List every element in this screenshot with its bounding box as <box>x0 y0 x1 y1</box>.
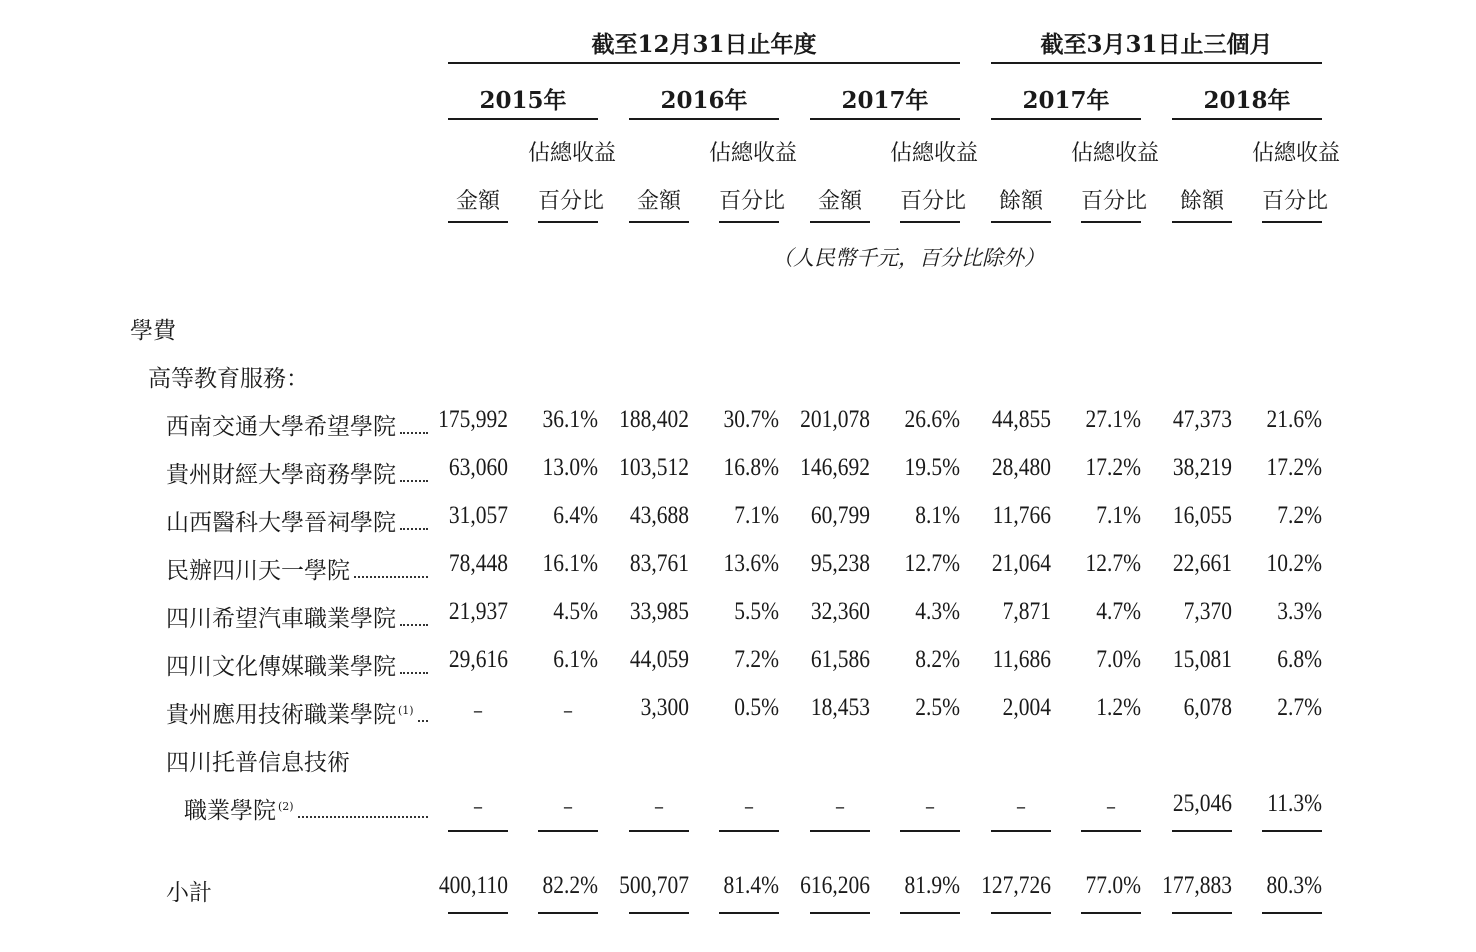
subtotal-rule-top <box>1172 830 1232 832</box>
dot-leader <box>418 720 428 722</box>
cell-value: 8.2% <box>915 646 960 673</box>
subtotal-value: 177,883 <box>1162 872 1232 899</box>
subtotal-rule-bottom <box>1262 912 1322 914</box>
col-header-amount: 餘額 <box>1179 189 1224 214</box>
subtotal-rule-top <box>1262 830 1322 832</box>
subtotal-rule-bottom <box>538 912 598 914</box>
col-header-pct-line2: 百分比 <box>719 189 786 214</box>
year-header-2018-q: 2018年 <box>1203 87 1291 114</box>
col-header-underline <box>991 221 1051 223</box>
year-underline <box>1172 118 1322 120</box>
col-header-amount: 金額 <box>636 189 681 214</box>
col-header-underline <box>448 221 508 223</box>
dot-leader <box>354 576 428 578</box>
cell-value: 17.2% <box>1266 454 1322 481</box>
cell-value: 63,060 <box>448 454 508 481</box>
col-header-pct-line2: 百分比 <box>1081 189 1148 214</box>
cell-value: 30.7% <box>723 406 779 433</box>
cell-value: 103,512 <box>619 454 689 481</box>
subtotal-value: 82.2% <box>542 872 598 899</box>
cell-value: 7.1% <box>734 502 779 529</box>
cell-value: 7.2% <box>734 646 779 673</box>
footnote-marker: (1) <box>398 704 414 717</box>
cell-value: 201,078 <box>800 406 870 433</box>
year-underline <box>448 118 598 120</box>
cell-value: 19.5% <box>904 454 960 481</box>
col-header-pct-line1: 佔總收益 <box>528 141 617 166</box>
subtotal-value: 616,206 <box>800 872 870 899</box>
cell-value: 5.5% <box>734 598 779 625</box>
year-underline <box>810 118 960 120</box>
group-underline-quarter <box>991 62 1322 64</box>
row-label <box>166 456 396 489</box>
cell-value: 2,004 <box>1002 694 1051 721</box>
row-label <box>166 408 396 441</box>
subtotal-value: 127,726 <box>981 872 1051 899</box>
cell-value: 175,992 <box>438 406 508 433</box>
subtotal-value: 500,707 <box>619 872 689 899</box>
footnote-marker: (2) <box>278 800 294 813</box>
row-label: 四川托普信息技術 <box>166 750 350 776</box>
row-label-text: 職業學院 <box>184 798 276 824</box>
subtotal-rule-top <box>1081 830 1141 832</box>
subtotal-rule-bottom <box>900 912 960 914</box>
cell-value: 1.2% <box>1096 694 1141 721</box>
cell-dash: – <box>925 794 935 818</box>
cell-value: 7.1% <box>1096 502 1141 529</box>
subtotal-rule-top <box>719 830 779 832</box>
dot-leader <box>400 432 428 434</box>
cell-value: 28,480 <box>991 454 1051 481</box>
subtotal-value: 81.4% <box>723 872 779 899</box>
cell-dash: – <box>1016 794 1026 818</box>
group-header-quarter: 截至3月31日止三個月 <box>1040 31 1273 58</box>
col-header-underline <box>810 221 870 223</box>
cell-value: 47,373 <box>1172 406 1232 433</box>
cell-dash: – <box>744 794 754 818</box>
dot-leader <box>298 816 428 818</box>
cell-value: 3,300 <box>640 694 689 721</box>
col-header-pct-line1: 佔總收益 <box>1252 141 1341 166</box>
col-header-pct-line2: 百分比 <box>538 189 605 214</box>
subtotal-value: 400,110 <box>438 872 508 899</box>
subtotal-rule-bottom <box>1081 912 1141 914</box>
subtotal-rule-bottom <box>448 912 508 914</box>
subtotal-rule-top <box>991 830 1051 832</box>
cell-value: 36.1% <box>542 406 598 433</box>
cell-value: 4.7% <box>1096 598 1141 625</box>
subtotal-label: 小計 <box>166 880 212 906</box>
row-label <box>166 504 396 537</box>
col-header-pct-line2: 百分比 <box>1262 189 1329 214</box>
cell-value: 31,057 <box>448 502 508 529</box>
cell-dash: – <box>563 794 573 818</box>
row-label <box>166 600 396 633</box>
cell-value: 0.5% <box>734 694 779 721</box>
cell-value: 4.5% <box>553 598 598 625</box>
row-label <box>166 696 414 729</box>
cell-value: 6.8% <box>1277 646 1322 673</box>
cell-value: 11.3% <box>1267 790 1322 817</box>
cell-value: 33,985 <box>629 598 689 625</box>
col-header-underline <box>629 221 689 223</box>
row-label-text: 山西醫科大學晉祠學院 <box>166 510 396 536</box>
cell-value: 21,064 <box>991 550 1051 577</box>
row-label <box>184 792 294 825</box>
cell-value: 11,766 <box>992 502 1051 529</box>
cell-value: 16.1% <box>542 550 598 577</box>
subtotal-rule-bottom <box>629 912 689 914</box>
row-label-text: 民辦四川天一學院 <box>166 558 350 584</box>
section-title: 學費 <box>130 318 176 344</box>
year-header-2017: 2017年 <box>841 87 929 114</box>
cell-value: 6,078 <box>1183 694 1232 721</box>
cell-value: 44,855 <box>991 406 1051 433</box>
cell-value: 18,453 <box>810 694 870 721</box>
cell-value: 188,402 <box>619 406 689 433</box>
dot-leader <box>400 528 428 530</box>
row-label <box>166 552 350 585</box>
cell-dash: – <box>654 794 664 818</box>
cell-value: 26.6% <box>904 406 960 433</box>
subtotal-rule-bottom <box>810 912 870 914</box>
col-header-pct-line2: 百分比 <box>900 189 967 214</box>
col-header-amount: 金額 <box>455 189 500 214</box>
dot-leader <box>400 672 428 674</box>
cell-value: 2.5% <box>915 694 960 721</box>
cell-value: 44,059 <box>629 646 689 673</box>
cell-value: 6.1% <box>553 646 598 673</box>
row-label-text: 貴州應用技術職業學院 <box>166 702 396 728</box>
year-underline <box>991 118 1141 120</box>
col-header-underline <box>900 221 960 223</box>
dot-leader <box>400 480 428 482</box>
cell-dash: – <box>1106 794 1116 818</box>
row-label-text: 貴州財經大學商務學院 <box>166 462 396 488</box>
cell-value: 12.7% <box>904 550 960 577</box>
cell-value: 10.2% <box>1266 550 1322 577</box>
cell-value: 95,238 <box>810 550 870 577</box>
cell-value: 7.2% <box>1277 502 1322 529</box>
cell-dash: – <box>563 698 573 722</box>
cell-value: 2.7% <box>1277 694 1322 721</box>
cell-value: 13.6% <box>723 550 779 577</box>
subtotal-value: 77.0% <box>1085 872 1141 899</box>
subtotal-rule-top <box>900 830 960 832</box>
dot-leader <box>400 624 428 626</box>
cell-value: 11,686 <box>992 646 1051 673</box>
cell-value: 17.2% <box>1085 454 1141 481</box>
col-header-amount: 金額 <box>817 189 862 214</box>
group-header-annual: 截至12月31日止年度 <box>591 31 817 58</box>
cell-value: 7,370 <box>1183 598 1232 625</box>
section-subtitle: 高等教育服務： <box>148 366 309 392</box>
col-header-underline <box>1262 221 1322 223</box>
cell-value: 16.8% <box>723 454 779 481</box>
cell-value: 12.7% <box>1085 550 1141 577</box>
cell-value: 61,586 <box>810 646 870 673</box>
cell-value: 22,661 <box>1172 550 1232 577</box>
row-label-text: 四川文化傳媒職業學院 <box>166 654 396 680</box>
cell-value: 25,046 <box>1172 790 1232 817</box>
col-header-underline <box>719 221 779 223</box>
cell-value: 78,448 <box>448 550 508 577</box>
year-header-2016: 2016年 <box>660 87 748 114</box>
subtotal-rule-top <box>629 830 689 832</box>
cell-value: 38,219 <box>1172 454 1232 481</box>
col-header-underline <box>1081 221 1141 223</box>
cell-dash: – <box>473 794 483 818</box>
cell-dash: – <box>473 698 483 722</box>
col-header-pct-line1: 佔總收益 <box>1071 141 1160 166</box>
unit-note: （人民幣千元，百分比除外） <box>772 246 1045 270</box>
col-header-amount: 餘額 <box>998 189 1043 214</box>
cell-value: 3.3% <box>1277 598 1322 625</box>
cell-value: 13.0% <box>542 454 598 481</box>
cell-value: 32,360 <box>810 598 870 625</box>
cell-value: 146,692 <box>800 454 870 481</box>
col-header-underline <box>1172 221 1232 223</box>
subtotal-rule-top <box>810 830 870 832</box>
year-header-2015: 2015年 <box>479 87 567 114</box>
cell-value: 7.0% <box>1096 646 1141 673</box>
subtotal-rule-top <box>448 830 508 832</box>
subtotal-value: 80.3% <box>1266 872 1322 899</box>
year-header-2017-q: 2017年 <box>1022 87 1110 114</box>
year-underline <box>629 118 779 120</box>
subtotal-rule-bottom <box>719 912 779 914</box>
cell-value: 15,081 <box>1172 646 1232 673</box>
cell-value: 6.4% <box>553 502 598 529</box>
subtotal-rule-bottom <box>1172 912 1232 914</box>
cell-value: 21,937 <box>448 598 508 625</box>
col-header-pct-line1: 佔總收益 <box>709 141 798 166</box>
col-header-underline <box>538 221 598 223</box>
subtotal-rule-top <box>538 830 598 832</box>
cell-value: 7,871 <box>1002 598 1051 625</box>
cell-dash: – <box>835 794 845 818</box>
subtotal-rule-bottom <box>991 912 1051 914</box>
cell-value: 29,616 <box>448 646 508 673</box>
row-label <box>166 648 396 681</box>
cell-value: 43,688 <box>629 502 689 529</box>
row-label-text: 西南交通大學希望學院 <box>166 414 396 440</box>
row-label-text: 四川希望汽車職業學院 <box>166 606 396 632</box>
cell-value: 16,055 <box>1172 502 1232 529</box>
cell-value: 21.6% <box>1266 406 1322 433</box>
group-underline-annual <box>448 62 960 64</box>
subtotal-value: 81.9% <box>904 872 960 899</box>
cell-value: 83,761 <box>629 550 689 577</box>
cell-value: 8.1% <box>915 502 960 529</box>
cell-value: 27.1% <box>1085 406 1141 433</box>
col-header-pct-line1: 佔總收益 <box>890 141 979 166</box>
cell-value: 4.3% <box>915 598 960 625</box>
cell-value: 60,799 <box>810 502 870 529</box>
